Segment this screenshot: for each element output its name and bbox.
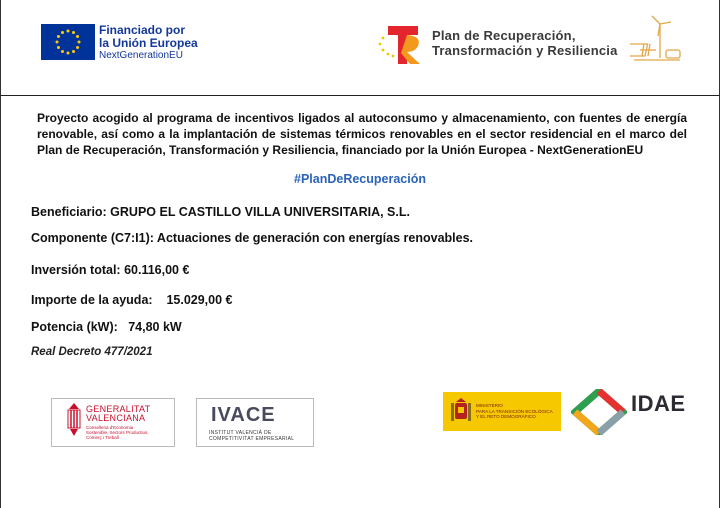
eu-star bbox=[67, 52, 70, 55]
plan-logo-line2: Transformación y Resiliencia bbox=[432, 43, 618, 58]
beneficiario-field: Beneficiario: GRUPO EL CASTILLO VILLA UNIVERSITARIA, S.L. bbox=[31, 205, 410, 219]
wind-solar-icon bbox=[630, 14, 682, 66]
decree-reference: Real Decreto 477/2021 bbox=[31, 346, 153, 358]
gva-line2: VALENCIANA bbox=[86, 412, 146, 423]
plan-recuperacion-logo bbox=[374, 22, 618, 66]
importe-field: Importe de la ayuda: 15.029,00 € bbox=[31, 293, 233, 307]
eu-star bbox=[72, 50, 75, 53]
ministerio-logo bbox=[443, 392, 561, 431]
eu-logo-line3: NextGenerationEU bbox=[99, 50, 183, 62]
prtr-mark-icon bbox=[374, 22, 424, 66]
hashtag: #PlanDeRecuperación bbox=[294, 172, 426, 186]
spain-coat-of-arms-icon bbox=[450, 397, 472, 432]
eu-star bbox=[67, 30, 70, 33]
gva-small-line2: Sostenible, Sectors Productius, bbox=[86, 429, 149, 435]
potencia-field: Potencia (kW): 74,80 kW bbox=[31, 320, 182, 334]
eu-star bbox=[61, 50, 64, 53]
componente-field: Componente (C7:I1): Actuaciones de generación con energías renovables. bbox=[31, 231, 474, 245]
header-divider bbox=[0, 95, 720, 96]
ivace-logo bbox=[196, 398, 314, 447]
eu-logo-line1: Financiado por bbox=[99, 23, 186, 37]
idae-logo bbox=[571, 389, 689, 435]
project-description: Proyecto acogido al programa de incentivos ligados al autoconsumo y almacenamiento, con fuentes de energía renovable, así como a la implantación de sistemas térmicos renovables en el sector residencial en el marco del Plan de Recuperación, Transformación y Resiliencia, financiado por la Unión Europea - NextGenerationEU bbox=[37, 111, 687, 157]
ivace-sub-line1: INSTITUT VALENCIÀ DE bbox=[209, 430, 272, 436]
idae-wordmark: IDAE bbox=[631, 391, 686, 416]
eu-star bbox=[76, 35, 79, 38]
miteco-line2: PARA LA TRANSICIÓN ECOLÓGICA bbox=[476, 408, 553, 414]
eu-logo-line2: la Unión Europea bbox=[99, 35, 198, 50]
eu-star bbox=[72, 31, 75, 34]
gva-line1: GENERALITAT bbox=[86, 403, 151, 414]
eu-funding-logo bbox=[41, 24, 198, 62]
gva-small-line1: Conselleria d'Economia bbox=[86, 424, 134, 430]
generalitat-valenciana-logo bbox=[51, 398, 175, 447]
eu-star bbox=[76, 46, 79, 49]
eu-star bbox=[78, 41, 81, 44]
gva-crest-icon bbox=[66, 402, 82, 443]
eu-star bbox=[57, 35, 60, 38]
inversion-field: Inversión total: 60.116,00 € bbox=[31, 263, 190, 277]
gva-small-line3: Comerç i Treball bbox=[86, 435, 119, 441]
eu-star bbox=[61, 31, 64, 34]
eu-flag-icon bbox=[41, 24, 95, 60]
ivace-wordmark: IVACE bbox=[211, 404, 276, 426]
eu-star bbox=[56, 41, 59, 44]
ivace-sub-line2: COMPETITIVITAT EMPRESARIAL bbox=[209, 436, 295, 443]
plan-logo-line1: Plan de Recuperación, bbox=[432, 28, 576, 44]
eu-star bbox=[57, 46, 60, 49]
idae-symbol-icon bbox=[571, 389, 627, 440]
miteco-line1: MINISTERIO bbox=[476, 403, 503, 408]
miteco-line3: Y EL RETO DEMOGRÁFICO bbox=[476, 414, 536, 420]
